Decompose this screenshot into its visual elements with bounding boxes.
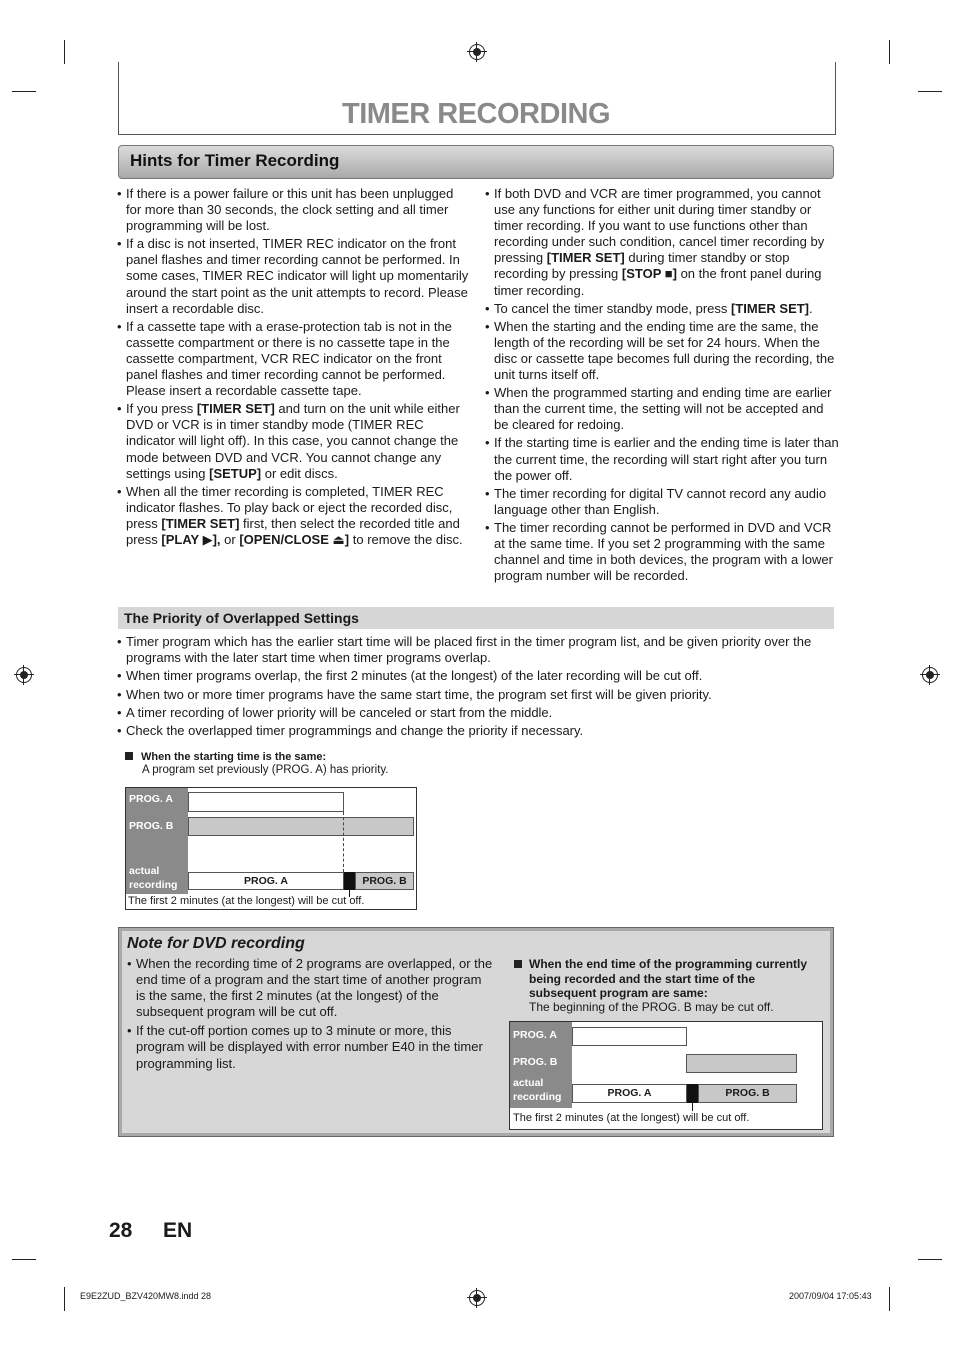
list-item: • When two or more timer programs have the same start time, the program set first will be given priority. (117, 687, 839, 703)
list-item (117, 236, 471, 316)
text-run: to remove the disc. (349, 531, 463, 547)
label-prog-b: PROG. B (513, 1056, 558, 1068)
keyword: [SETUP] (209, 465, 262, 481)
text-run: To cancel the timer standby mode, press (494, 300, 732, 316)
keyword: [TIMER SET] (731, 300, 810, 316)
overlap-marker-line (343, 812, 344, 872)
crop-mark (889, 1287, 890, 1311)
label-prog-a: PROG. A (129, 793, 173, 805)
list-item: • Check the overlapped timer programmings and change the priority if necessary. (117, 723, 839, 739)
text-run: If a disc is not inserted, TIMER REC indicator on the front panel flashes and timer recording cannot be performed. In some cases, TIMER REC indicator will light up momentarily around the start point as the unit attempts to record. Please insert a recordable disc. (126, 236, 469, 316)
crop-mark (918, 1259, 942, 1260)
crop-mark (64, 1287, 65, 1311)
list-item: • When the recording time of 2 programs are overlapped, or the end time of a program and the start time of another program is the same, the first 2 minutes (at the longest) of the subsequent program will be cut off. (127, 956, 493, 1020)
registration-mark-icon (16, 667, 32, 683)
list-item: • When timer programs overlap, the first 2 minutes (at the longest) of the later recording will be cut off. (117, 668, 839, 684)
label-actual: actual (513, 1077, 544, 1089)
list-item (485, 435, 839, 483)
square-bullet-icon (125, 752, 133, 760)
crop-mark (64, 40, 65, 64)
end-time-heading-text: When the end time of the programming currently being recorded and the start time of the subsequent program are same: (529, 957, 808, 1000)
text-run: on the front panel during timer recording. (494, 266, 822, 298)
keyword: [TIMER SET] (546, 250, 625, 266)
cut-off-pointer (692, 1103, 693, 1111)
cut-off-block (344, 872, 355, 890)
footer-timestamp: 2007/09/04 17:05:43 (789, 1291, 872, 1301)
list-item (485, 186, 839, 299)
actual-prog-a-bar: PROG. A (572, 1084, 687, 1103)
registration-mark-icon (922, 667, 938, 683)
same-start-heading (125, 751, 326, 763)
note-title: Note for DVD recording (127, 935, 305, 952)
hints-left-list (117, 186, 471, 550)
label-recording: recording (129, 879, 178, 891)
list-item: • A timer recording of lower priority will be canceled or start from the middle. (117, 705, 839, 721)
list-item (485, 385, 839, 433)
registration-mark-icon (469, 44, 485, 60)
list-item (117, 401, 471, 481)
same-start-subtext: A program set previously (PROG. A) has priority. (142, 764, 389, 776)
list-item (485, 486, 839, 518)
prog-a-bar (188, 792, 344, 812)
crop-mark (889, 40, 890, 64)
note-list (127, 956, 493, 1075)
text-run: If the starting time is earlier and the ending time is later than the current time, the recording will start right after you turn the power off. (494, 435, 839, 483)
prog-b-bar (686, 1054, 797, 1073)
text-run: If a cassette tape with a erase-protection tab is not in the cassette compartment or there is no cassette tape in the cassette compartment, VCR REC indicator on the front panel flashes and timer recording cannot be performed. Please insert a recordable cassette tape. (126, 318, 452, 399)
keyword: [OPEN/CLOSE ⏏] (239, 531, 350, 547)
text-run: If both DVD and VCR are timer programmed, you cannot use any functions for either unit during timer standby or timer recording. If you want to use functions other than recording under such condition, cancel timer recording by pressing (494, 186, 825, 266)
actual-prog-a-bar: PROG. A (188, 872, 344, 890)
list-item: • Timer program which has the earlier start time will be placed first in the timer program list, and be given priority over the programs with the later start time when timer programs overlap. (117, 634, 839, 666)
registration-mark-icon (469, 1290, 485, 1306)
label-prog-b: PROG. B (129, 820, 174, 832)
text-run: If you press (126, 401, 197, 417)
text-run: When the programmed starting and ending time are earlier than the current time, the setting will not be accepted and be cleared for redoing. (494, 385, 832, 433)
text-run: first, then select the recorded title and press (126, 515, 460, 547)
hints-right-list (485, 186, 839, 586)
crop-mark (12, 1259, 36, 1260)
text-run: and turn on the unit while either DVD or VCR is in timer standby mode (TIMER REC indicator will light off). In this case, you cannot change the mode between DVD and VCR. You cannot change any settings using (126, 401, 460, 481)
end-time-heading (514, 957, 819, 1001)
text-run: or (220, 531, 240, 547)
list-item: • If the cut-off portion comes up to 3 minute or more, this program will be displayed with error number E40 in the timer programming list. (127, 1023, 493, 1071)
diagram-caption: The first 2 minutes (at the longest) will be cut off. (128, 895, 365, 907)
crop-mark (12, 91, 36, 92)
timeline-diagram-same-start (125, 787, 417, 910)
footer-filename: E9E2ZUD_BZV420MW8.indd 28 (80, 1291, 212, 1301)
text-run: . (809, 300, 813, 316)
page-number: 28 (109, 1219, 133, 1242)
timeline-diagram-end-same (509, 1021, 823, 1130)
page-language: EN (163, 1219, 193, 1242)
same-start-heading-text: When the starting time is the same: (141, 751, 327, 763)
text-run: The timer recording for digital TV cannot record any audio language other than English. (494, 485, 827, 517)
text-run: When the starting and the ending time are the same, the length of the recording will be set for 24 hours. When the disc or cassette tape becomes full during the recording, the unit turns itself off. (494, 318, 835, 383)
text-run: When all the timer recording is completed, TIMER REC indicator flashes. To play back or eject the recorded disc, press (126, 483, 453, 531)
label-actual: actual (129, 865, 160, 877)
list-item (485, 520, 839, 584)
cut-off-block (687, 1084, 698, 1103)
label-prog-a: PROG. A (513, 1029, 557, 1041)
prog-b-bar (188, 817, 414, 836)
actual-prog-b-bar: PROG. B (355, 872, 414, 890)
label-recording: recording (513, 1091, 562, 1103)
actual-prog-b-bar: PROG. B (698, 1084, 797, 1103)
crop-mark (918, 91, 942, 92)
list-item (117, 186, 471, 234)
text-run: The timer recording cannot be performed in DVD and VCR at the same time. If you set 2 programming with the same channel and time in both devices, the program with a lower program number will be recorded. (494, 519, 833, 584)
keyword: [TIMER SET] (161, 515, 240, 531)
list-item (485, 319, 839, 383)
keyword: [TIMER SET] (196, 401, 275, 417)
text-run: during timer standby or stop recording by pressing (494, 250, 790, 282)
text-run: If there is a power failure or this unit has been unplugged for more than 30 seconds, the clock setting and all timer programming will be lost. (126, 186, 454, 234)
section-title: Hints for Timer Recording (130, 151, 340, 170)
list-item (485, 301, 839, 317)
diagram-caption: The first 2 minutes (at the longest) will be cut off. (513, 1112, 750, 1124)
subsection-title: The Priority of Overlapped Settings (124, 610, 359, 626)
priority-list (117, 634, 839, 742)
keyword: [PLAY ▶], (161, 531, 221, 547)
list-item (117, 319, 471, 399)
page-title: TIMER RECORDING (342, 98, 610, 130)
prog-a-bar (572, 1027, 687, 1046)
text-run: or edit discs. (261, 465, 338, 481)
list-item (117, 484, 471, 548)
end-time-subtext: The beginning of the PROG. B may be cut off. (529, 1000, 774, 1014)
keyword: [STOP ■] (621, 266, 677, 282)
